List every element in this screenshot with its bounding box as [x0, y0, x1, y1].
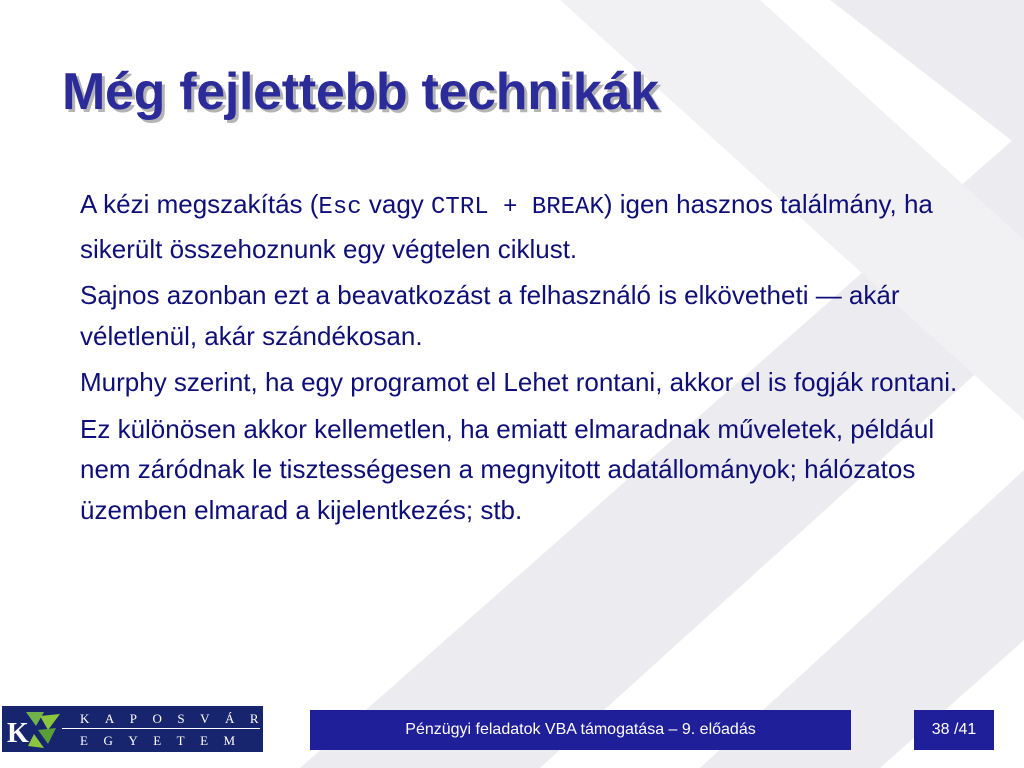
- svg-text:K: K: [7, 718, 29, 749]
- paragraph-2: Sajnos azonban ezt a beavatkozást a felhasználó is elkövetheti — akár véletlenül, akár szándékosan.: [80, 280, 900, 351]
- paragraph-3: Murphy szerint, ha egy programot el Lehet rontani, akkor el is fogják rontani.: [80, 367, 958, 397]
- slide-body: [80, 184, 960, 536]
- university-logo: [2, 706, 294, 752]
- university-logo-mark-icon: [4, 708, 66, 750]
- ctrl-break-key-code: CTRL + BREAK: [431, 194, 604, 221]
- paragraph-1-text-c: ) igen hasznos találmány, ha sikerült összehoznunk egy végtelen ciklust.: [80, 189, 933, 264]
- paragraph-1: [80, 184, 960, 269]
- logo-line-2: EGYETEM: [80, 733, 251, 748]
- paragraph-1-text-a: A kézi megszakítás (: [80, 189, 319, 219]
- paragraph-4: Ez különösen akkor kellemetlen, ha emiatt elmaradnak műveletek, például nem záródnak le tisztességesen a megnyitott adatállományok; hálózatos üzemben elmarad a kijelentkezés; stb.: [80, 413, 935, 525]
- esc-key-code: Esc: [318, 194, 362, 221]
- logo-line-1: KAPOSVÁRI: [80, 711, 294, 726]
- page-number: 38 /41: [914, 710, 994, 750]
- paragraph-1-text-b: vagy: [361, 189, 432, 219]
- footer-lecture-title: Pénzügyi feladatok VBA támogatása – 9. előadás: [310, 710, 851, 750]
- slide-title: Még fejlettebb technikák: [62, 63, 659, 121]
- logo-divider: [62, 728, 260, 729]
